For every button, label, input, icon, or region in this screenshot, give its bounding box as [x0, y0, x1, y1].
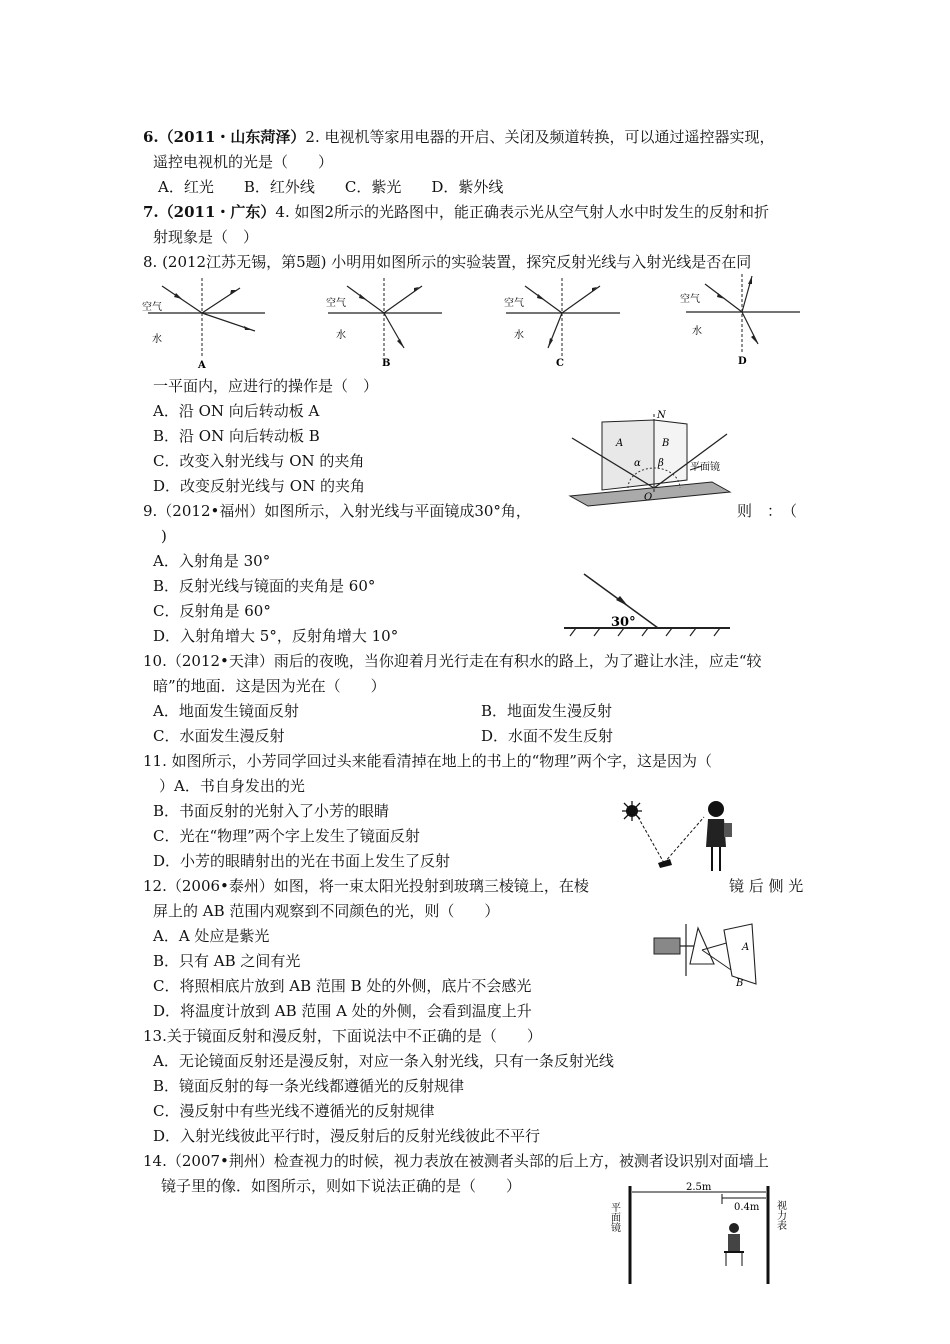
- q12-option-c: C．将照相底片放到 AB 范围 B 处的外侧，底片不会感光: [153, 977, 532, 995]
- q9-line2: ): [161, 527, 167, 545]
- panel-b-letter: B: [382, 358, 391, 369]
- girl-book-figure: [612, 795, 742, 879]
- q13-option-b: B．镜面反射的每一条光线都遵循光的反射规律: [153, 1077, 465, 1095]
- q11-option-c: C．光在“物理”两个字上发生了镜面反射: [153, 827, 420, 845]
- panel-d-letter: D: [738, 356, 747, 367]
- refraction-panel-c: [500, 276, 630, 375]
- q10-option-d: D．水面不发生反射: [481, 727, 614, 745]
- q7-line2: 射现象是（ ）: [153, 228, 259, 246]
- reflection-apparatus-figure: [562, 408, 732, 512]
- q10-option-b: B．地面发生漫反射: [481, 702, 613, 720]
- q7-line1: [143, 202, 769, 222]
- q6-line1: [143, 127, 775, 147]
- q8-option-d: D．改变反射光线与 ON 的夹角: [153, 477, 365, 495]
- apparatus-b: B: [662, 438, 670, 449]
- q9-option-c: C．反射角是 60°: [153, 602, 271, 620]
- q6-source: 6.（2011・山东菏泽）: [143, 128, 306, 146]
- q6-line2: 遥控电视机的光是（ ）: [153, 153, 334, 171]
- apparatus-n: N: [657, 410, 666, 421]
- q12-option-d: D．将温度计放到 AB 范围 A 处的外侧，会看到温度上升: [153, 1002, 532, 1020]
- q6-stem: 2. 电视机等家用电器的开启、关闭及频道转换，可以通过遥控器实现，: [305, 128, 775, 146]
- mirror-label: 平面镜: [608, 1202, 620, 1232]
- q13-line1: 13.关于镜面反射和漫反射，下面说法中不正确的是（ ）: [143, 1027, 542, 1045]
- q12-line1-tail: 镜 后 侧 光: [729, 877, 804, 895]
- mirror-angle-label: 30°: [611, 615, 636, 630]
- q9-line1-tail: 则 ： （: [737, 502, 798, 520]
- q12-line2: 屏上的 AB 范围内观察到不同颜色的光，则（ ）: [153, 902, 500, 920]
- q11-line1: 11. 如图所示，小芳同学回过头来能看清掉在地上的书上的“物理”两个字，这是因为（: [143, 752, 712, 770]
- q10-line1: 10.（2012•天津）雨后的夜晚，当你迎着月光行走在有积水的路上，为了避让水洼，应走“较: [143, 652, 762, 670]
- q12-option-b: B．只有 AB 之间有光: [153, 952, 301, 970]
- q11-option-d: D．小芳的眼睛射出的光在书面上发生了反射: [153, 852, 451, 870]
- q13-option-d: D．入射光线彼此平行时，漫反射后的反射光线彼此不平行: [153, 1127, 541, 1145]
- panel-d-air: 空气: [680, 294, 700, 305]
- panel-a-water: 水: [152, 334, 162, 345]
- refraction-panel-a: [140, 276, 270, 375]
- q9-option-b: B．反射光线与镜面的夹角是 60°: [153, 577, 376, 595]
- q8-line1: 8. (2012江苏无锡，第5题) 小明用如图所示的实验装置，探究反射光线与入射光线是否在同: [143, 253, 752, 271]
- apparatus-alpha: α: [634, 458, 641, 469]
- panel-d-water: 水: [692, 326, 702, 337]
- chart-label: 视力表: [774, 1200, 786, 1230]
- prism-label-b: B: [736, 978, 744, 989]
- q9-option-d: D．入射角增大 5°，反射角增大 10°: [153, 627, 399, 645]
- apparatus-a: A: [616, 438, 624, 449]
- q9-line1: 9.（2012•福州）如图所示，入射光线与平面镜成30°角，: [143, 502, 531, 520]
- panel-c-letter: C: [556, 358, 564, 369]
- panel-a-letter: A: [198, 360, 206, 371]
- panel-c-water: 水: [514, 330, 524, 341]
- panel-c-air: 空气: [504, 298, 524, 309]
- q12-line1: 12.（2006•泰州）如图，将一束太阳光投射到玻璃三棱镜上，在棱: [143, 877, 589, 895]
- q7-stem: 4. 如图2所示的光路图中，能正确表示光从空气射人水中时发生的反射和折: [275, 203, 770, 221]
- q8-option-c: C．改变入射光线与 ON 的夹角: [153, 452, 365, 470]
- q11-line2: ）A．书自身发出的光: [159, 777, 305, 795]
- prism-label-a: A: [742, 942, 750, 953]
- panel-b-water: 水: [336, 330, 346, 341]
- panel-b-air: 空气: [326, 298, 346, 309]
- q13-option-c: C．漫反射中有些光线不遵循光的反射规律: [153, 1102, 435, 1120]
- refraction-panel-d: [680, 272, 810, 371]
- mirror-angle-figure: [564, 566, 734, 642]
- panel-a-air: 空气: [142, 302, 162, 313]
- q8-line2: 一平面内，应进行的操作是（ ）: [153, 377, 379, 395]
- q12-option-a: A．A 处应是紫光: [153, 927, 270, 945]
- q9-option-a: A．入射角是 30°: [153, 552, 271, 570]
- refraction-panel-b: [322, 276, 452, 375]
- q11-option-b: B．书面反射的光射入了小芳的眼睛: [153, 802, 390, 820]
- q8-option-a: A．沿 ON 向后转动板 A: [153, 402, 320, 420]
- eye-test-figure: [610, 1180, 800, 1294]
- q6-options: A．红光 B．红外线 C．紫光 D．紫外线: [158, 178, 504, 196]
- q13-option-a: A．无论镜面反射还是漫反射，对应一条入射光线，只有一条反射光线: [153, 1052, 614, 1070]
- distance-0-4m: 0.4m: [734, 1202, 760, 1213]
- q10-option-c: C．水面发生漫反射: [153, 727, 285, 745]
- apparatus-mirror-label: 平面镜: [690, 462, 720, 473]
- q14-line1: 14.（2007•荆州）检查视力的时候，视力表放在被测者头部的后上方，被测者设识别对面墙上: [143, 1152, 769, 1170]
- prism-figure: [652, 920, 762, 1004]
- q8-option-b: B．沿 ON 向后转动板 B: [153, 427, 320, 445]
- q14-line2: 镜子里的像．如图所示，则如下说法正确的是（ ）: [161, 1177, 522, 1195]
- apparatus-o: O: [644, 492, 653, 503]
- distance-2-5m: 2.5m: [686, 1182, 712, 1193]
- q7-source: 7.（2011・广东）: [143, 203, 276, 221]
- q10-line2: 暗”的地面．这是因为光在（ ）: [153, 677, 386, 695]
- apparatus-beta: β: [658, 458, 664, 469]
- q10-option-a: A．地面发生镜面反射: [153, 702, 299, 720]
